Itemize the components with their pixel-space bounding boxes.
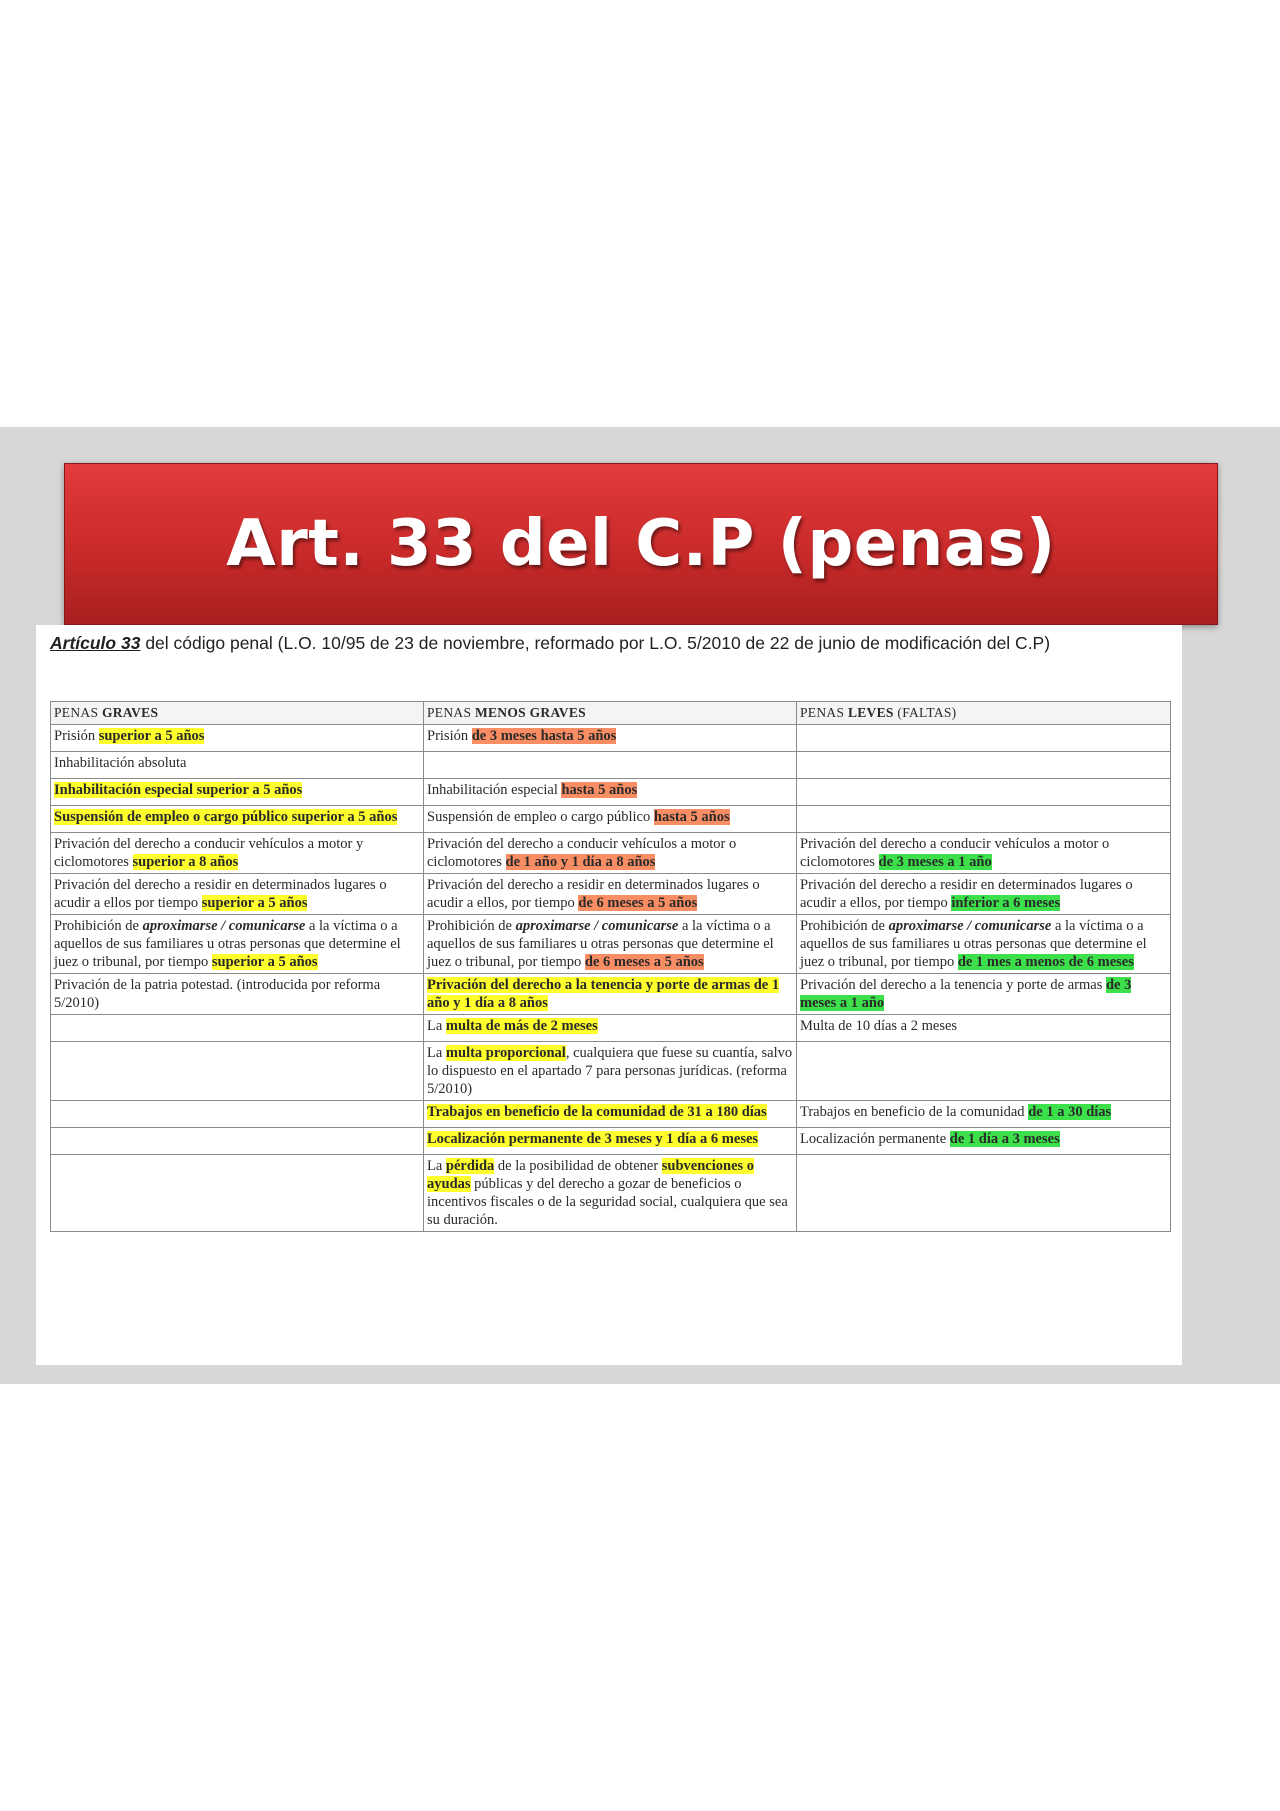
header-row xyxy=(51,702,1171,725)
table-cell xyxy=(51,1042,424,1101)
table-cell xyxy=(797,1042,1171,1101)
table-cell xyxy=(797,725,1171,752)
table-cell: Privación del derecho a conducir vehículos a motor o ciclomotores de 3 meses a 1 año xyxy=(797,833,1171,874)
table-cell: Prohibición de aproximarse / comunicarse a la víctima o a aquellos de sus familiares u otras personas que determine el juez o tribunal, por tiempo de 6 meses a 5 años xyxy=(424,915,797,974)
table-row xyxy=(51,725,1171,752)
table-cell: La multa de más de 2 meses xyxy=(424,1015,797,1042)
table-row xyxy=(51,779,1171,806)
table-row xyxy=(51,915,1171,974)
table-cell: Privación del derecho a residir en determinados lugares o acudir a ellos, por tiempo inferior a 6 meses xyxy=(797,874,1171,915)
table-cell: Privación del derecho a residir en determinados lugares o acudir a ellos, por tiempo de 6 meses a 5 años xyxy=(424,874,797,915)
document-excerpt xyxy=(36,625,1182,1365)
table-cell: Inhabilitación especial superior a 5 años xyxy=(51,779,424,806)
table-cell: Privación de la patria potestad. (introducida por reforma 5/2010) xyxy=(51,974,424,1015)
table-cell: Privación del derecho a residir en determinados lugares o acudir a ellos por tiempo superior a 5 años xyxy=(51,874,424,915)
table-cell: Prohibición de aproximarse / comunicarse a la víctima o a aquellos de sus familiares u otras personas que determine el juez o tribunal, por tiempo superior a 5 años xyxy=(51,915,424,974)
table-row xyxy=(51,1042,1171,1101)
table-cell: Prisión superior a 5 años xyxy=(51,725,424,752)
table-cell: Multa de 10 días a 2 meses xyxy=(797,1015,1171,1042)
table-row xyxy=(51,752,1171,779)
slide xyxy=(0,427,1280,1384)
table-cell xyxy=(797,806,1171,833)
table-cell: Localización permanente de 1 día a 3 meses xyxy=(797,1128,1171,1155)
table-cell xyxy=(424,752,797,779)
table-row xyxy=(51,974,1171,1015)
table-row xyxy=(51,806,1171,833)
article-reference: Artículo 33 xyxy=(50,633,141,653)
table-cell: La pérdida de la posibilidad de obtener subvenciones o ayudas públicas y del derecho a gozar de beneficios o incentivos fiscales o de la seguridad social, cualquiera que sea su duración. xyxy=(424,1155,797,1232)
table-cell: Privación del derecho a conducir vehículos a motor o ciclomotores de 1 año y 1 día a 8 años xyxy=(424,833,797,874)
title-banner xyxy=(64,463,1218,625)
table-cell: Privación del derecho a la tenencia y porte de armas de 3 meses a 1 año xyxy=(797,974,1171,1015)
table-cell xyxy=(51,1015,424,1042)
table-cell: Localización permanente de 3 meses y 1 día a 6 meses xyxy=(424,1128,797,1155)
header-leves: PENAS LEVES (FALTAS) xyxy=(797,702,1171,725)
header-graves: PENAS GRAVES xyxy=(51,702,424,725)
table-cell: Suspensión de empleo o cargo público superior a 5 años xyxy=(51,806,424,833)
table-cell xyxy=(51,1101,424,1128)
table-cell xyxy=(51,1155,424,1232)
table-cell: Privación del derecho a conducir vehículos a motor y ciclomotores superior a 8 años xyxy=(51,833,424,874)
table-cell xyxy=(797,752,1171,779)
table-row xyxy=(51,833,1171,874)
table-cell: Inhabilitación absoluta xyxy=(51,752,424,779)
table-row xyxy=(51,1128,1171,1155)
table-cell xyxy=(797,1155,1171,1232)
table-cell xyxy=(51,1128,424,1155)
table-cell: Inhabilitación especial hasta 5 años xyxy=(424,779,797,806)
slide-title: Art. 33 del C.P (penas) xyxy=(226,507,1056,581)
table-cell: Prisión de 3 meses hasta 5 años xyxy=(424,725,797,752)
table-cell xyxy=(797,779,1171,806)
table-cell: Privación del derecho a la tenencia y porte de armas de 1 año y 1 día a 8 años xyxy=(424,974,797,1015)
table-cell: Trabajos en beneficio de la comunidad de 1 a 30 días xyxy=(797,1101,1171,1128)
table-cell: Trabajos en beneficio de la comunidad de 31 a 180 días xyxy=(424,1101,797,1128)
table-cell: Prohibición de aproximarse / comunicarse a la víctima o a aquellos de sus familiares u otras personas que determine el juez o tribunal, por tiempo de 1 mes a menos de 6 meses xyxy=(797,915,1171,974)
intro-text: del código penal (L.O. 10/95 de 23 de noviembre, reformado por L.O. 5/2010 de 22 de junio de modificación del C.P) xyxy=(140,633,1051,653)
intro-paragraph xyxy=(50,633,1170,654)
table-row xyxy=(51,1101,1171,1128)
table-row xyxy=(51,1015,1171,1042)
table-row xyxy=(51,1155,1171,1232)
table-cell: La multa proporcional, cualquiera que fuese su cuantía, salvo lo dispuesto en el apartado 7 para personas jurídicas. (reforma 5/2010) xyxy=(424,1042,797,1101)
table-cell: Suspensión de empleo o cargo público hasta 5 años xyxy=(424,806,797,833)
table-row xyxy=(51,874,1171,915)
penalties-table xyxy=(50,701,1171,1232)
header-menos-graves: PENAS MENOS GRAVES xyxy=(424,702,797,725)
